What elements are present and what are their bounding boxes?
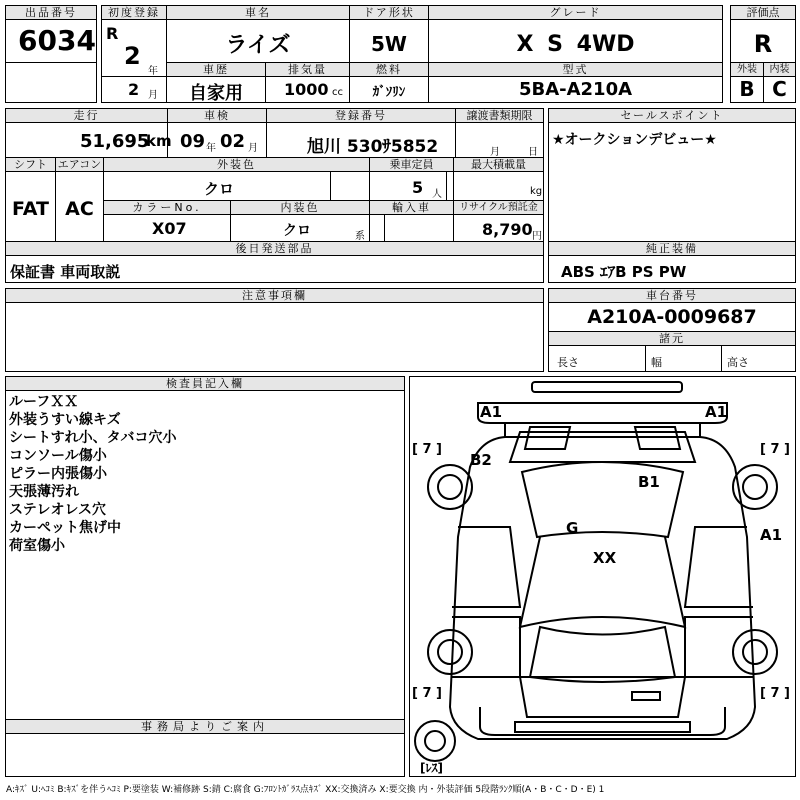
era-mark: R [106, 24, 119, 43]
interior-label: 内装 [764, 63, 795, 77]
car-name: ライズ [225, 33, 291, 58]
equipment-box [548, 241, 796, 283]
mileage: 51,695 [80, 131, 150, 152]
fuel-label: 燃料 [350, 63, 428, 77]
displacement-unit: cc [332, 87, 343, 98]
first-registration-label: 初度登録 [102, 6, 166, 20]
grade-box [428, 5, 723, 63]
mileage-label: 走行 [6, 109, 167, 123]
note-line: シートすれ小、タバコ穴小 [9, 430, 177, 446]
door-box [349, 5, 429, 63]
registration-month: 2 [128, 80, 140, 99]
exterior-grade-box [730, 62, 764, 103]
fuel: ｶﾞｿﾘﾝ [372, 85, 406, 100]
car-name-label: 車名 [167, 6, 349, 20]
exterior-label: 外装 [731, 63, 763, 77]
length-label: 長さ [557, 356, 579, 369]
color-number-box [103, 200, 231, 242]
interior-color: クロ [283, 223, 311, 239]
damage-mark: A1 [760, 526, 783, 544]
lot-number: 6034 [18, 24, 96, 57]
exterior-color-label: 外装色 [104, 158, 369, 172]
tire-mark: [ 7 ] [412, 442, 442, 457]
note-line: ピラー内張傷小 [9, 466, 107, 482]
shift-label: シフト [6, 158, 55, 172]
transfer-month: 月 [490, 147, 500, 158]
import-label: 輸入車 [370, 201, 453, 215]
import-box [369, 200, 454, 242]
grade-label: グレード [429, 6, 722, 20]
exterior-color-box [103, 157, 370, 201]
damage-mark: B2 [470, 451, 492, 469]
equipment-label: 純正装備 [549, 242, 795, 256]
chassis-label: 車台番号 [549, 289, 795, 303]
caution-box [5, 288, 544, 372]
capacity: 5 [412, 178, 424, 197]
sales-point-box [548, 108, 796, 242]
aircon-label: エアコン [57, 158, 102, 171]
later-parts: 保証書 車両取説 [10, 263, 121, 281]
interior-color-unit: 系 [355, 231, 365, 242]
note-line: ルーフＸＸ [9, 394, 79, 410]
damage-mark: B1 [638, 473, 660, 491]
damage-mark: A1 [705, 403, 728, 421]
inspection-year: 09 [180, 131, 206, 152]
inspection-label: 車検 [168, 109, 266, 123]
load-unit: kg [530, 186, 543, 197]
mileage-box [5, 108, 172, 158]
history-box [166, 62, 266, 103]
recycle-unit: 円 [532, 231, 542, 242]
tire-mark: [ 7 ] [760, 442, 790, 457]
capacity-label: 乗車定員 [370, 158, 453, 172]
first-registration-box [101, 5, 167, 103]
color-number: X07 [152, 219, 187, 238]
displacement-box [265, 62, 350, 103]
recycle-deposit: 8,790 [482, 220, 533, 239]
transfer-docs-label: 譲渡書類期限 [456, 109, 543, 123]
office-notice-label: 事務局よりご案内 [6, 720, 404, 734]
tire-mark: [ 7 ] [412, 686, 442, 701]
sales-point-text: ★オークションデビュー★ [552, 132, 717, 148]
history: 自家用 [189, 83, 243, 104]
damage-mark: XX [593, 549, 617, 567]
damage-mark: G [566, 519, 579, 537]
mileage-unit: km [146, 132, 172, 150]
note-line: 外装うすい線キズ [9, 412, 121, 428]
model-label: 型式 [429, 63, 722, 77]
score: R [753, 30, 773, 58]
displacement: 1000 [284, 80, 329, 99]
chassis-number: A210A-0009687 [587, 306, 757, 328]
door-label: ドア形状 [350, 6, 428, 20]
shift-box [5, 157, 56, 242]
sales-point-label: セールスポイント [549, 109, 795, 123]
inspection-year-unit: 年 [206, 143, 216, 154]
interior-grade: C [772, 77, 787, 101]
shift: FAT [12, 198, 49, 220]
inspection-month-unit: 月 [248, 143, 258, 154]
inspection-month: 02 [220, 131, 246, 152]
equipment: ABS ｴｱB PS PW [561, 263, 687, 281]
grade: X S 4WD [516, 32, 635, 57]
transfer-day: 日 [528, 147, 538, 158]
note-line: 荷室傷小 [9, 538, 65, 554]
aircon: AC [65, 198, 94, 220]
fuel-box [349, 62, 429, 103]
exterior-color: クロ [204, 180, 235, 198]
interior-color-box [230, 200, 370, 242]
note-line: ステレオレス穴 [9, 502, 107, 518]
plate-box [266, 108, 456, 158]
interior-color-label: 内装色 [231, 201, 369, 215]
chassis-box [548, 288, 796, 332]
transfer-docs-box [455, 108, 544, 158]
recycle-label: リサイクル預託金 [454, 201, 543, 215]
inspector-notes-box [5, 376, 405, 720]
note-line: 天張薄汚れ [9, 484, 79, 500]
height-label: 高さ [727, 356, 749, 369]
specs-label: 諸元 [549, 332, 795, 346]
door-type: 5W [371, 32, 407, 56]
office-notice-box [5, 719, 405, 777]
model-box [428, 62, 723, 103]
lot-blank-box [5, 62, 97, 103]
inspection-box [167, 108, 267, 158]
capacity-box [369, 157, 454, 201]
tire-mark: [ 7 ] [760, 686, 790, 701]
plate-label: 登録番号 [267, 109, 455, 123]
caution-label: 注意事項欄 [6, 289, 543, 303]
specs-box [548, 331, 796, 372]
month-unit: 月 [148, 90, 158, 101]
history-label: 車歴 [167, 63, 265, 77]
interior-grade-box [763, 62, 796, 103]
car-diagram [410, 377, 795, 776]
later-parts-box [5, 241, 544, 283]
capacity-unit: 人 [432, 189, 442, 200]
color-number-label: カラーNo. [104, 201, 230, 215]
exterior-grade: B [739, 77, 755, 101]
width-label: 幅 [651, 356, 662, 369]
load-box [453, 157, 544, 201]
year-unit: 年 [148, 66, 158, 77]
recycle-box [453, 200, 544, 242]
lot-number-label: 出品番号 [6, 6, 96, 20]
lot-number-box [5, 5, 97, 63]
score-label: 評価点 [731, 6, 795, 20]
damage-legend: A:ｷｽﾞ U:ﾍｺﾐ B:ｷｽﾞを伴うﾍｺﾐ P:要塗装 W:補修跡 S:錆 C:腐食 G:ﾌﾛﾝﾄｶﾞﾗｽ点ｷｽﾞ XX:交換済み X:要交換 内・外装評価 5段階ﾗﾝｸ順(A・B・C・D・E) 1 [6, 785, 605, 795]
plate-number: 旭川 530ｻ5852 [307, 137, 439, 157]
note-line: コンソール傷小 [9, 448, 107, 464]
damage-mark: A1 [480, 403, 503, 421]
inspector-notes-label: 検査員記入欄 [6, 377, 404, 391]
registration-year: 2 [124, 42, 141, 70]
score-box [730, 5, 796, 63]
model: 5BA-A210A [518, 79, 633, 100]
car-diagram-box [409, 376, 796, 777]
aircon-box [55, 157, 104, 242]
displacement-label: 排気量 [266, 63, 349, 77]
car-name-box [166, 5, 350, 63]
spare-tire-mark: [ﾚｽ] [420, 761, 443, 775]
load-label: 最大積載量 [454, 158, 543, 172]
note-line: カーペット焦げ中 [9, 520, 121, 536]
later-parts-label: 後日発送部品 [6, 242, 543, 256]
inspector-notes [9, 393, 176, 555]
